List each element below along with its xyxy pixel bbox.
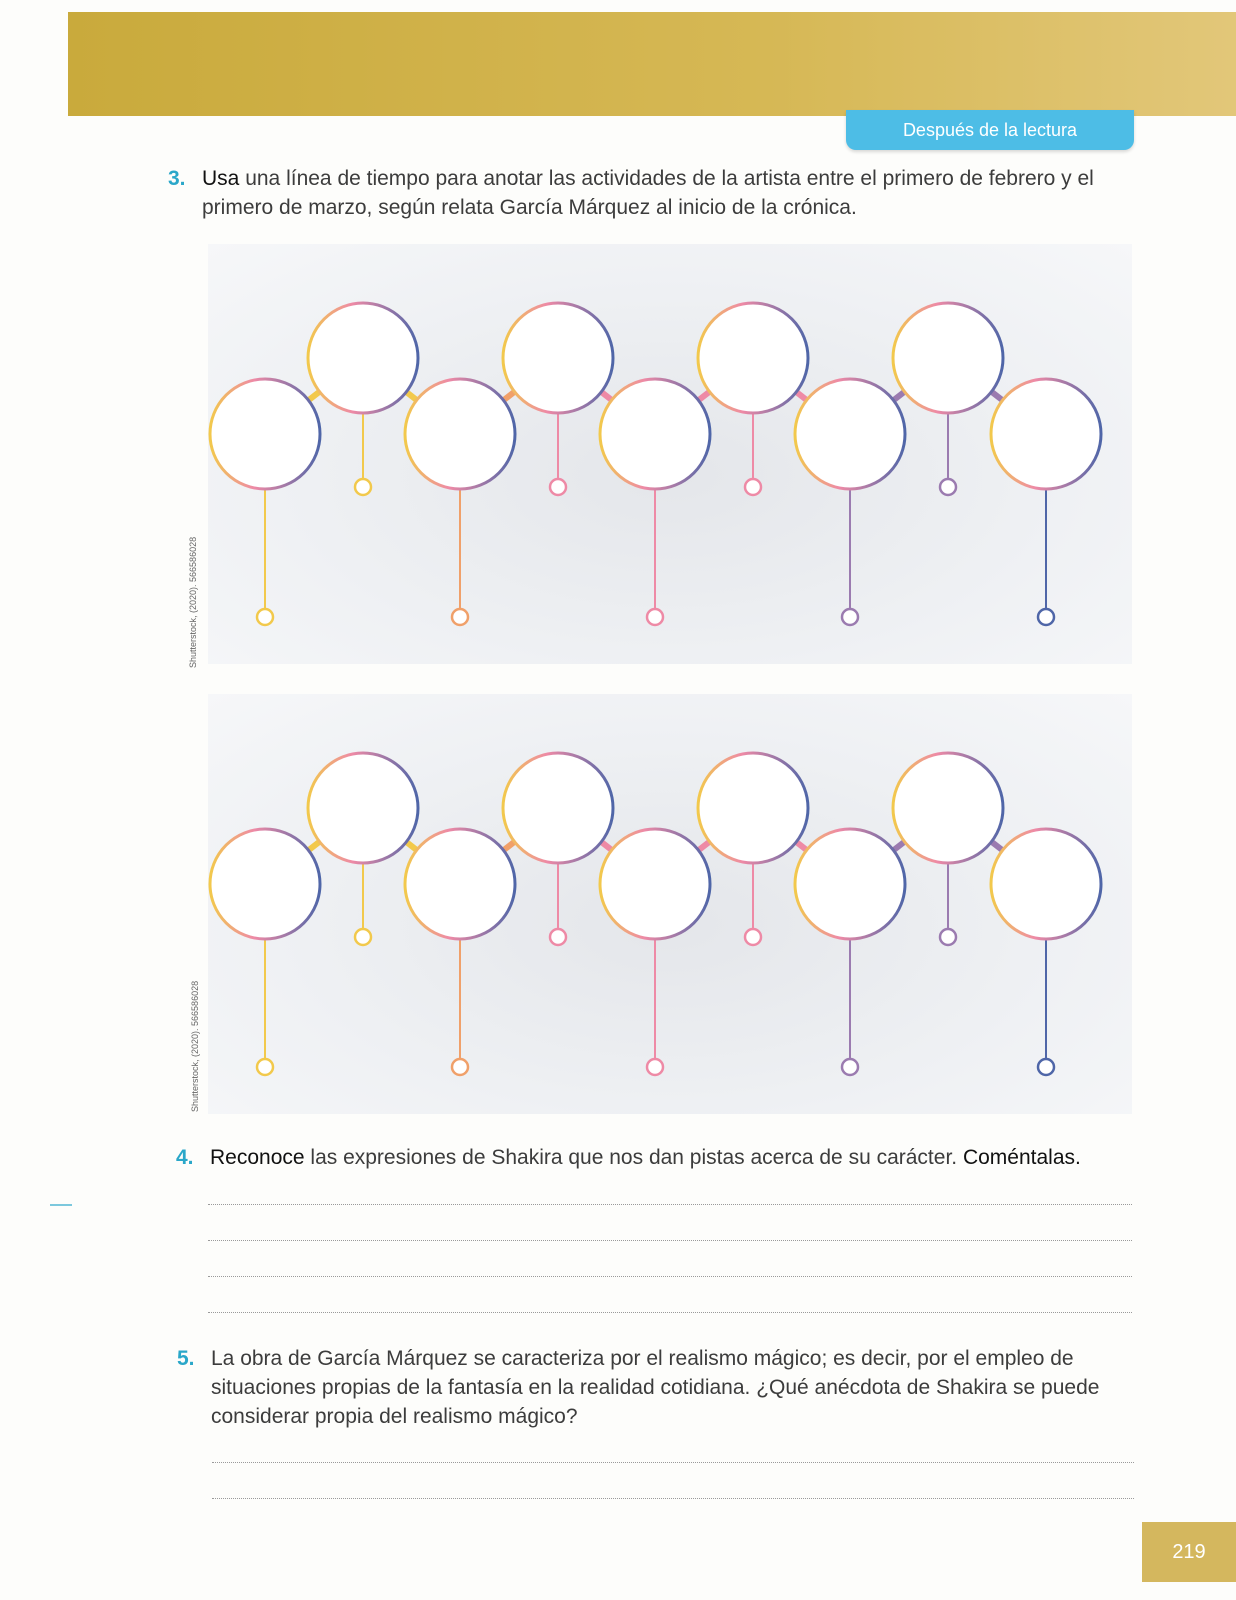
header-band xyxy=(68,12,1236,116)
question-5-text: La obra de García Márquez se caracteriza por el realismo mágico; es decir, por el empleo de situaciones propias de la fantasía en la realidad cotidiana. ¿Qué anécdota de Shakira se puede considerar propia del realismo mágico? xyxy=(211,1347,1100,1428)
timeline-end-dot xyxy=(745,929,761,945)
question-4-text: las expresiones de Shakira que nos dan pistas acerca de su carácter. xyxy=(304,1146,963,1169)
timeline-circle[interactable] xyxy=(210,379,320,489)
answer-line[interactable] xyxy=(208,1240,1132,1241)
timeline-end-dot xyxy=(452,1059,468,1075)
question-5-number: 5. xyxy=(177,1347,195,1370)
timeline-end-dot xyxy=(550,479,566,495)
timeline-end-dot xyxy=(647,1059,663,1075)
timeline-diagram-2 xyxy=(208,694,1132,1114)
timeline-circle[interactable] xyxy=(893,753,1003,863)
timeline-end-dot xyxy=(1038,609,1054,625)
timeline-circle[interactable] xyxy=(600,829,710,939)
question-3-text: una línea de tiempo para anotar las actividades de la artista entre el primero de febrero y el primero de marzo, según relata García Márquez al inicio de la crónica. xyxy=(202,167,1094,219)
timeline-end-dot xyxy=(647,609,663,625)
timeline-circle[interactable] xyxy=(503,753,613,863)
timeline-circle[interactable] xyxy=(405,379,515,489)
image-credit-2: Shutterstock, (2020). 566586028 xyxy=(190,980,200,1112)
timeline-circle[interactable] xyxy=(308,303,418,413)
timeline-circle[interactable] xyxy=(698,303,808,413)
timeline-end-dot xyxy=(452,609,468,625)
timeline-end-dot xyxy=(940,479,956,495)
timeline-circle[interactable] xyxy=(795,829,905,939)
timeline-end-dot xyxy=(550,929,566,945)
timeline-graphic-1 xyxy=(208,244,1132,664)
timeline-circle[interactable] xyxy=(210,829,320,939)
question-5 xyxy=(177,1344,1141,1431)
question-3 xyxy=(168,164,1132,222)
page-number: 219 xyxy=(1142,1522,1236,1582)
question-4 xyxy=(176,1143,1130,1172)
timeline-end-dot xyxy=(355,479,371,495)
timeline-circle[interactable] xyxy=(308,753,418,863)
question-3-number: 3. xyxy=(168,167,186,190)
timeline-circle[interactable] xyxy=(991,829,1101,939)
question-4-verb-2: Coméntalas. xyxy=(962,1146,1081,1169)
timeline-circle[interactable] xyxy=(600,379,710,489)
margin-mark xyxy=(50,1204,72,1206)
timeline-end-dot xyxy=(842,1059,858,1075)
answer-line[interactable] xyxy=(208,1204,1132,1205)
question-3-verb: Usa xyxy=(202,167,240,190)
answer-line[interactable] xyxy=(212,1498,1134,1499)
question-4-number: 4. xyxy=(176,1146,194,1169)
timeline-end-dot xyxy=(355,929,371,945)
answer-line[interactable] xyxy=(208,1312,1132,1313)
timeline-end-dot xyxy=(745,479,761,495)
timeline-diagram-1 xyxy=(208,244,1132,664)
timeline-end-dot xyxy=(257,1059,273,1075)
answer-line[interactable] xyxy=(212,1462,1134,1463)
timeline-end-dot xyxy=(842,609,858,625)
timeline-end-dot xyxy=(1038,1059,1054,1075)
timeline-circle[interactable] xyxy=(503,303,613,413)
image-credit-1: Shutterstock, (2020). 566586028 xyxy=(188,536,198,668)
timeline-circle[interactable] xyxy=(795,379,905,489)
timeline-circle[interactable] xyxy=(405,829,515,939)
timeline-end-dot xyxy=(940,929,956,945)
timeline-end-dot xyxy=(257,609,273,625)
timeline-circle[interactable] xyxy=(893,303,1003,413)
timeline-circle[interactable] xyxy=(698,753,808,863)
timeline-circle[interactable] xyxy=(991,379,1101,489)
question-4-verb: Reconoce xyxy=(210,1146,305,1169)
section-tab: Después de la lectura xyxy=(846,110,1134,150)
answer-line[interactable] xyxy=(208,1276,1132,1277)
timeline-graphic-2 xyxy=(208,694,1132,1114)
